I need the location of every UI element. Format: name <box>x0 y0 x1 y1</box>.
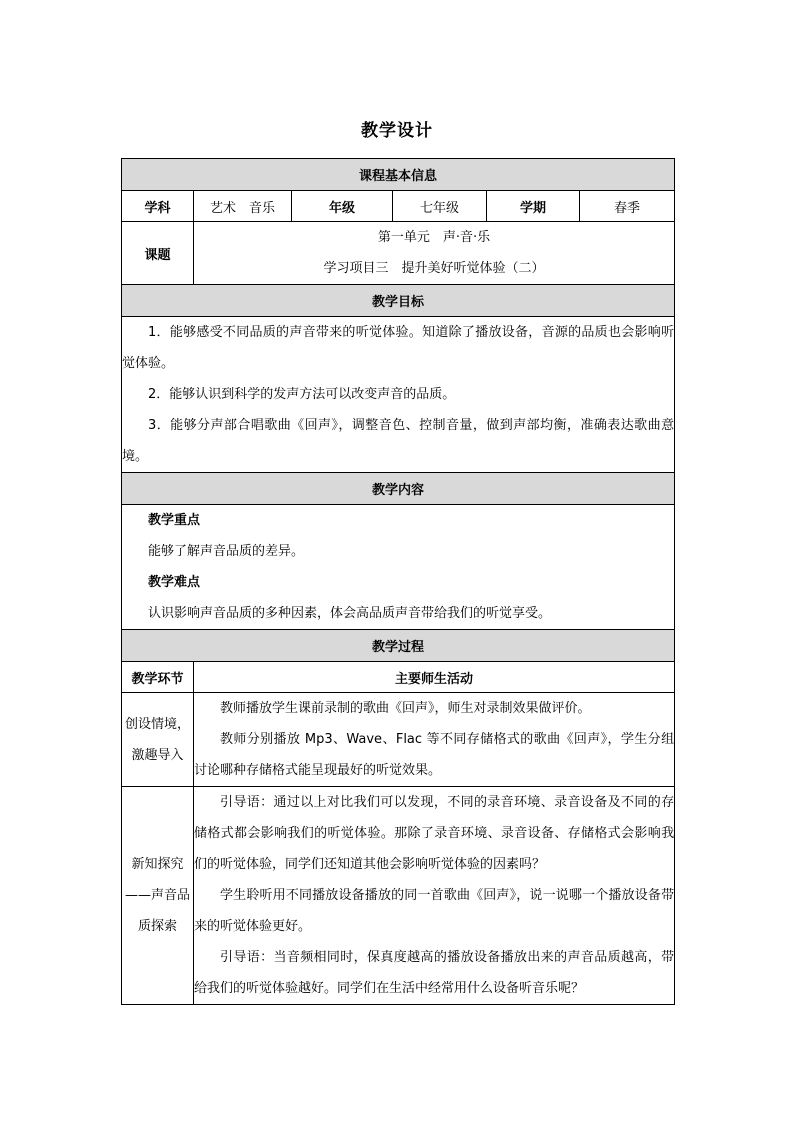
objective-item: 3．能够分声部合唱歌曲《回声》，调整音色、控制音量，做到声部均衡，准确表达歌曲意境。 <box>122 418 675 464</box>
activity-cell <box>194 787 675 1005</box>
subject-value: 艺术 音乐 <box>194 191 292 222</box>
topic-line-1: 第一单元 声·音·乐 <box>377 230 491 245</box>
key-point-text: 能够了解声音品质的差异。 <box>148 544 305 559</box>
topic-label: 课题 <box>122 222 194 285</box>
activity-paragraph: 教师播放学生课前录制的歌曲《回声》，师生对录制效果做评价。 <box>220 701 591 716</box>
grade-value: 七年级 <box>393 191 487 222</box>
basic-info-header: 课程基本信息 <box>122 159 675 191</box>
stage-cell: 新知探究——声音品质探索 <box>122 787 194 1005</box>
activity-paragraph: 引导语：当音频相同时，保真度越高的播放设备播放出来的声音品质越高，带给我们的听觉体验越好。同学们在生活中经常用什么设备听音乐呢？ <box>194 950 675 996</box>
content-body <box>122 505 675 630</box>
stage-column-header: 教学环节 <box>122 662 194 693</box>
lesson-plan-table <box>121 158 675 1005</box>
process-header: 教学过程 <box>122 630 675 662</box>
activity-column-header: 主要师生活动 <box>194 662 675 693</box>
stage-cell: 创设情境，激趣导入 <box>122 693 194 787</box>
difficulty-label: 教学难点 <box>148 575 201 590</box>
activity-paragraph: 学生聆听用不同播放设备播放的同一首歌曲《回声》，说一说哪一个播放设备带来的听觉体验更好。 <box>194 888 675 934</box>
page-title: 教学设计 <box>361 121 433 141</box>
activity-paragraph: 引导语：通过以上对比我们可以发现，不同的录音环境、录音设备及不同的存储格式都会影响我们的听觉体验。那除了录音环境、录音设备、存储格式会影响我们的听觉体验，同学们还知道其他会影响听觉体验的因素吗？ <box>194 795 675 872</box>
activity-cell <box>194 693 675 787</box>
subject-label: 学科 <box>122 191 194 222</box>
objective-item: 2．能够认识到科学的发声方法可以改变声音的品质。 <box>148 387 456 402</box>
term-label: 学期 <box>487 191 580 222</box>
activity-paragraph: 教师分别播放 Mp3、Wave、Flac 等不同存储格式的歌曲《回声》，学生分组讨论哪种存储格式能呈现最好的听觉效果。 <box>194 732 675 778</box>
difficulty-text: 认识影响声音品质的多种因素，体会高品质声音带给我们的听觉享受。 <box>148 606 552 621</box>
objective-item: 1．能够感受不同品质的声音带来的听觉体验。知道除了播放设备，音源的品质也会影响听觉体验。 <box>122 325 675 371</box>
grade-label: 年级 <box>292 191 393 222</box>
objectives-header: 教学目标 <box>122 285 675 317</box>
objectives-body <box>122 317 675 473</box>
content-header: 教学内容 <box>122 473 675 505</box>
topic-line-2: 学习项目三 提升美好听觉体验（二） <box>323 261 545 276</box>
term-value: 春季 <box>580 191 675 222</box>
key-point-label: 教学重点 <box>148 513 201 528</box>
topic-value <box>194 222 675 285</box>
